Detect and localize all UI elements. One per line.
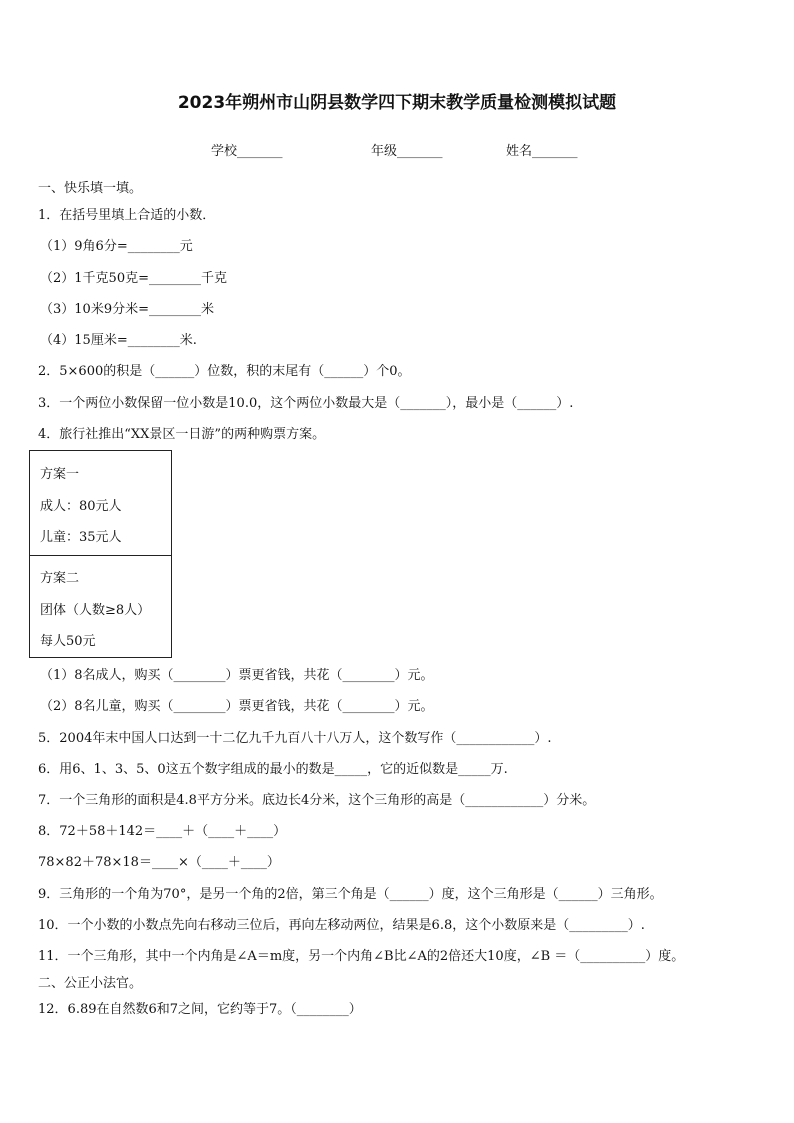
- question-4-stem: 4．旅行社推出“XX景区一日游”的两种购票方案。: [38, 427, 326, 442]
- question-8-line-1: 8．72＋58＋142＝____＋（____＋____）: [38, 824, 287, 839]
- question-1-part-1: （1）9角6分=________元: [40, 239, 193, 254]
- plan-2-group-condition: 团体（人数≥8人）: [40, 603, 151, 618]
- question-11: 11．一个三角形，其中一个内角是∠A＝m度，另一个内角∠B比∠A的2倍还大10度，∠B ＝（__________）度。: [38, 949, 685, 964]
- question-1-stem: 1．在括号里填上合适的小数．: [38, 208, 216, 223]
- question-1-part-2: （2）1千克50克=________千克: [40, 271, 227, 286]
- question-4-part-1: （1）8名成人，购买（________）票更省钱，共花（________）元。: [40, 668, 434, 683]
- section-heading-2: 二、公正小法官。: [38, 976, 143, 991]
- question-6: 6．用6、1、3、5、0这五个数字组成的最小的数是_____，它的近似数是_____万.: [38, 762, 508, 777]
- question-4-part-2: （2）8名儿童，购买（________）票更省钱，共花（________）元。: [40, 699, 434, 714]
- school-field: 学校_______: [211, 144, 283, 159]
- ticket-plans-table: [29, 450, 172, 658]
- question-7: 7．一个三角形的面积是4.8平方分米。底边长4分米，这个三角形的高是（____________）分米。: [38, 793, 596, 808]
- question-2: 2．5×600的积是（______）位数，积的末尾有（______）个0。: [38, 364, 411, 379]
- question-9: 9．三角形的一个角为70°，是另一个角的2倍，第三个角是（______）度，这个三角形是（______）三角形。: [38, 887, 663, 902]
- question-12: 12．6.89在自然数6和7之间，它约等于7。（________）: [38, 1002, 362, 1017]
- plan-1-title: 方案一: [40, 467, 80, 482]
- grade-field: 年级_______: [371, 144, 443, 159]
- name-field: 姓名_______: [506, 144, 578, 159]
- question-5: 5．2004年末中国人口达到一十二亿九千九百八十八万人，这个数写作（____________）.: [38, 731, 552, 746]
- question-8-line-2: 78×82＋78×18＝____×（____＋____）: [38, 855, 280, 870]
- section-heading-1: 一、快乐填一填。: [38, 181, 143, 196]
- question-10: 10．一个小数的小数点先向右移动三位后，再向左移动两位，结果是6.8，这个小数原来是（_________）.: [38, 918, 645, 933]
- plan-1-child-price: 儿童：35元人: [40, 530, 122, 545]
- question-1-part-3: （3）10米9分米=________米: [40, 302, 214, 317]
- plan-divider: [30, 555, 171, 556]
- plan-2-price: 每人50元: [40, 634, 96, 649]
- plan-2-title: 方案二: [40, 571, 80, 586]
- question-1-part-4: （4）15厘米=________米.: [40, 333, 197, 348]
- question-3: 3．一个两位小数保留一位小数是10.0，这个两位小数最大是（_______），最小是（______）.: [38, 396, 574, 411]
- page-title: 2023年朔州市山阴县数学四下期末教学质量检测模拟试题: [177, 93, 617, 113]
- plan-1-adult-price: 成人：80元人: [40, 499, 122, 514]
